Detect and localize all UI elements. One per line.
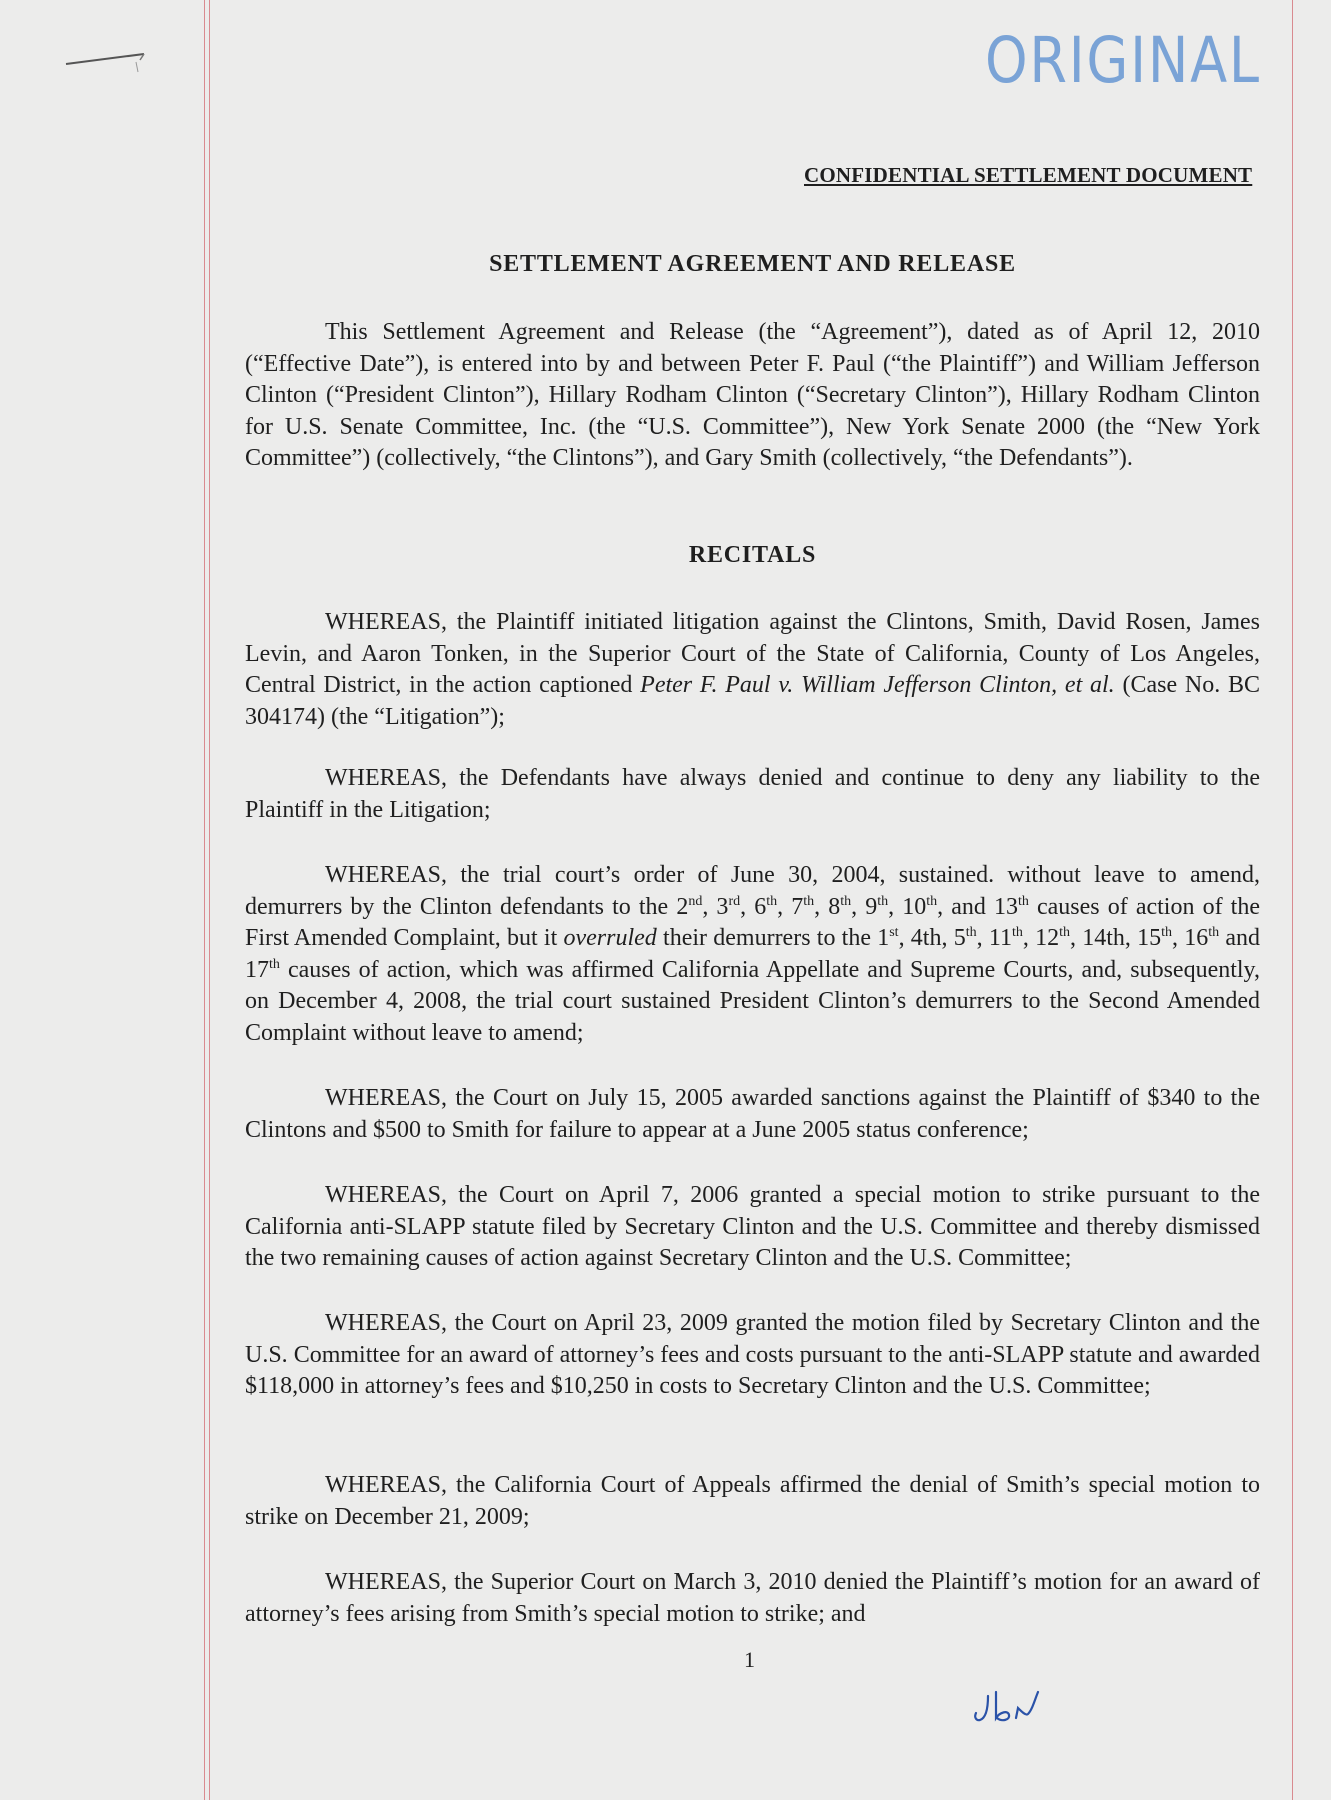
confidential-header: CONFIDENTIAL SETTLEMENT DOCUMENT [804, 163, 1253, 187]
document-title: SETTLEMENT AGREEMENT AND RELEASE [489, 251, 1016, 277]
recital-anti-slapp: WHEREAS, the Court on April 7, 2006 granted a special motion to strike pursuant to the California anti-SLAPP statute filed by Secretary Clinton and the U.S. Committee and thereby dismissed the two remaining causes of action against Secretary Clinton and the U.S. Committee; [245, 1182, 1260, 1271]
recital-appeals: WHEREAS, the California Court of Appeals affirmed the denial of Smith’s special motion to strike on December 21, 2009; [245, 1472, 1260, 1530]
original-stamp: ORIGINAL [985, 24, 1261, 97]
recital-superior-court: WHEREAS, the Superior Court on March 3, 2010 denied the Plaintiff’s motion for an award of attorney’s fees arising from Smith’s special motion to strike; and [245, 1569, 1260, 1627]
recital-sanctions: WHEREAS, the Court on July 15, 2005 awarded sanctions against the Plaintiff of $340 to the Clintons and $500 to Smith for failure to appear at a June 2005 status conference; [245, 1085, 1260, 1143]
recital-attorney-fees: WHEREAS, the Court on April 23, 2009 granted the motion filed by Secretary Clinton and the U.S. Committee for an award of attorney’s fees and costs pursuant to the anti-SLAPP statute and awarded $118,000 in attorney’s fees and $10,250 in costs to Secretary Clinton and the U.S. Committee; [245, 1310, 1260, 1399]
recital-demurrers: WHEREAS, the trial court’s order of June 30, 2004, sustained. without leave to amend, demurrers by the Clinton defendants to the 2nd, 3rd, 6th, 7th, 8th, 9th, 10th, and 13th causes of action of the First Amended Complaint, but it overruled their demurrers to the 1st, 4th, 5th, 11th, 12th, 14th, 15th, 16th and 17th causes of action, which was affirmed California Appellate and Supreme Courts, and, subsequently, on December 4, 2008, the trial court sustained President Clinton’s demurrers to the Second Amended Complaint without leave to amend; [245, 862, 1261, 1046]
intro-paragraph: This Settlement Agreement and Release (the “Agreement”), dated as of April 12, 2010 (“Effective Date”), is entered into by and between Peter F. Paul (“the Plaintiff”) and William Jefferson Clinton (“President Clinton”), Hillary Rodham Clinton (“Secretary Clinton”), Hillary Rodham Clinton for U.S. Senate Committee, Inc. (the “U.S. Committee”), New York Senate 2000 (the “New York Committee”) (collectively, “the Clintons”), and Gary Smith (collectively, “the Defendants”). [245, 319, 1260, 471]
staple-icon [64, 50, 150, 76]
case-caption: Peter F. Paul v. William Jefferson Clinton, et al. [640, 672, 1115, 698]
recital-denial: WHEREAS, the Defendants have always denied and continue to deny any liability to the Plaintiff in the Litigation; [245, 765, 1260, 823]
handwritten-initials [970, 1682, 1070, 1732]
page-number: 1 [744, 1647, 755, 1672]
recitals-heading: RECITALS [688, 542, 817, 568]
recital-litigation: WHEREAS, the Plaintiff initiated litigation against the Clintons, Smith, David Rosen, James Levin, and Aaron Tonken, in the Superior Court of the State of California, County of Los Angeles, Central District, in the action captioned Peter F. Paul v. William Jefferson Clinton, et al. (Case No. BC 304174) (the “Litigation”); [245, 609, 1260, 730]
